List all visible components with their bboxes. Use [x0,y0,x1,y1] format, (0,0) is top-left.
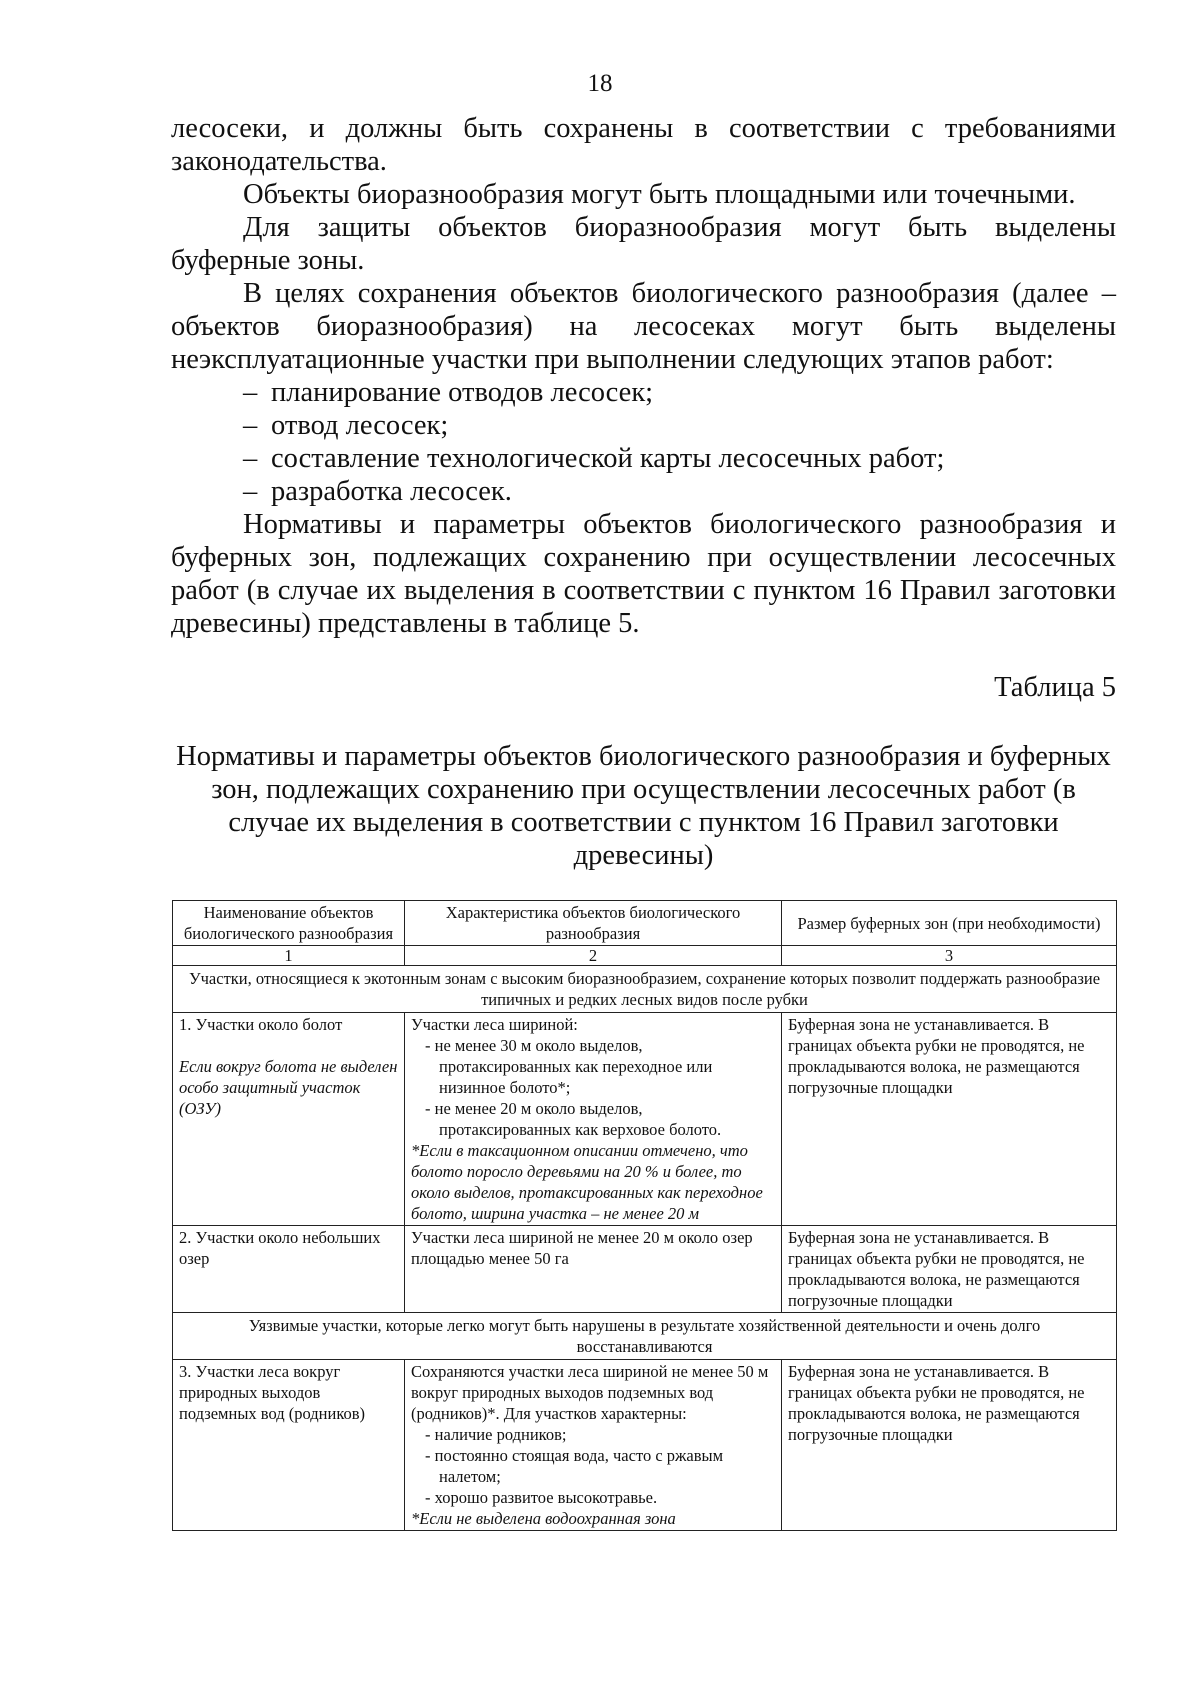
row3-buffer: Буферная зона не устанавливается. В границах объекта рубки не проводятся, не прокладываются волока, не размещаются погрузочные площадки [782,1360,1117,1531]
table-number-row [173,946,1117,966]
page-number: 18 [587,70,613,97]
list-item: - постоянно стоящая вода, часто с ржавым налетом; [425,1446,724,1486]
body-text [171,112,1116,640]
list-item: - хорошо развитое высокотравье. [425,1488,658,1507]
row3-characteristic-cell [405,1360,782,1531]
row2-buffer: Буферная зона не устанавливается. В границах объекта рубки не проводятся, не прокладываются волока, не размещаются погрузочные площадки [782,1226,1117,1313]
header-name: Наименование объектов биологического разнообразия [173,901,405,946]
paragraph-norms-reference: Нормативы и параметры объектов биологического разнообразия и буферных зон, подлежащих сохранению при осуществлении лесосечных работ (в случае их выделения в соответствии с пунктом 16 Правил заготовки древесины) представлены в таблице 5. [171,509,1116,639]
list-item: - наличие родников; [425,1425,567,1444]
row2-characteristic: Участки леса шириной не менее 20 м около озер площадью менее 50 га [405,1226,782,1313]
list-item: – разработка лесосек. [243,476,512,507]
row1-characteristic-cell [405,1013,782,1226]
row2-name: 2. Участки около небольших озер [173,1226,405,1313]
table-title: Нормативы и параметры объектов биологического разнообразия и буферных зон, подлежащих сохранению при осуществлении лесосечных работ (в случае их выделения в соответствии с пунктом 16 Правил заготовки древесины) [176,741,1111,871]
list-item: – составление технологической карты лесосечных работ; [243,443,945,474]
table-row [173,1360,1117,1531]
table-row [173,1226,1117,1313]
table-section-row [173,966,1117,1013]
row1-name-cell [173,1013,405,1226]
list-item: - не менее 20 м около выделов, протаксированных как верховое болото. [425,1099,722,1139]
row1-buffer: Буферная зона не устанавливается. В границах объекта рубки не проводятся, не прокладываются волока, не размещаются погрузочные площадки [782,1013,1117,1226]
section-vulnerable: Уязвимые участки, которые легко могут быть нарушены в результате хозяйственной деятельности и очень долго восстанавливаются [173,1313,1117,1360]
list-item: – планирование отводов лесосек; [243,377,654,408]
work-stages-list [171,376,1116,508]
column-number: 1 [173,946,405,966]
row3-char-intro: Сохраняются участки леса шириной не менее 50 м вокруг природных выходов подземных вод (родников)*. Для участков характерны: [411,1362,769,1423]
table-label: Таблица 5 [994,672,1116,703]
paragraph-work-stages: В целях сохранения объектов биологического разнообразия (далее – объектов биоразнообразия) на лесосеках могут быть выделены неэксплуатационные участки при выполнении следующих этапов работ: [171,278,1116,375]
table-header-row [173,901,1117,946]
row3-char-note: *Если не выделена водоохранная зона [411,1509,676,1528]
table-row [173,1013,1117,1226]
row1-name-note: Если вокруг болота не выделен особо защитный участок (ОЗУ) [179,1057,398,1118]
row1-name: 1. Участки около болот [179,1015,343,1034]
section-ecotone: Участки, относящиеся к экотонным зонам с высоким биоразнообразием, сохранение которых позволит поддержать разнообразие типичных и редких лесных видов после рубки [173,966,1117,1013]
paragraph-continuation: лесосеки, и должны быть сохранены в соответствии с требованиями законодательства. [171,113,1116,177]
list-item: - не менее 30 м около выделов, протаксированных как переходное или низинное болото*; [425,1036,713,1097]
row1-char-intro: Участки леса шириной: [411,1015,578,1034]
norms-table [172,900,1117,1531]
row3-name: 3. Участки леса вокруг природных выходов подземных вод (родников) [173,1360,405,1531]
column-number: 3 [782,946,1117,966]
header-characteristic: Характеристика объектов биологического разнообразия [405,901,782,946]
row1-char-note: *Если в таксационном описании отмечено, что болото поросло деревьями на 20 % и более, то около выделов, протаксированных как переходное болото, ширина участка – не менее 20 м [411,1141,763,1223]
column-number: 2 [405,946,782,966]
list-item: – отвод лесосек; [243,410,449,441]
paragraph-buffer-zones: Для защиты объектов биоразнообразия могут быть выделены буферные зоны. [171,212,1116,276]
header-buffer-size: Размер буферных зон (при необходимости) [782,901,1117,946]
paragraph-objects-types: Объекты биоразнообразия могут быть площадными или точечными. [243,179,1076,210]
table-section-row [173,1313,1117,1360]
